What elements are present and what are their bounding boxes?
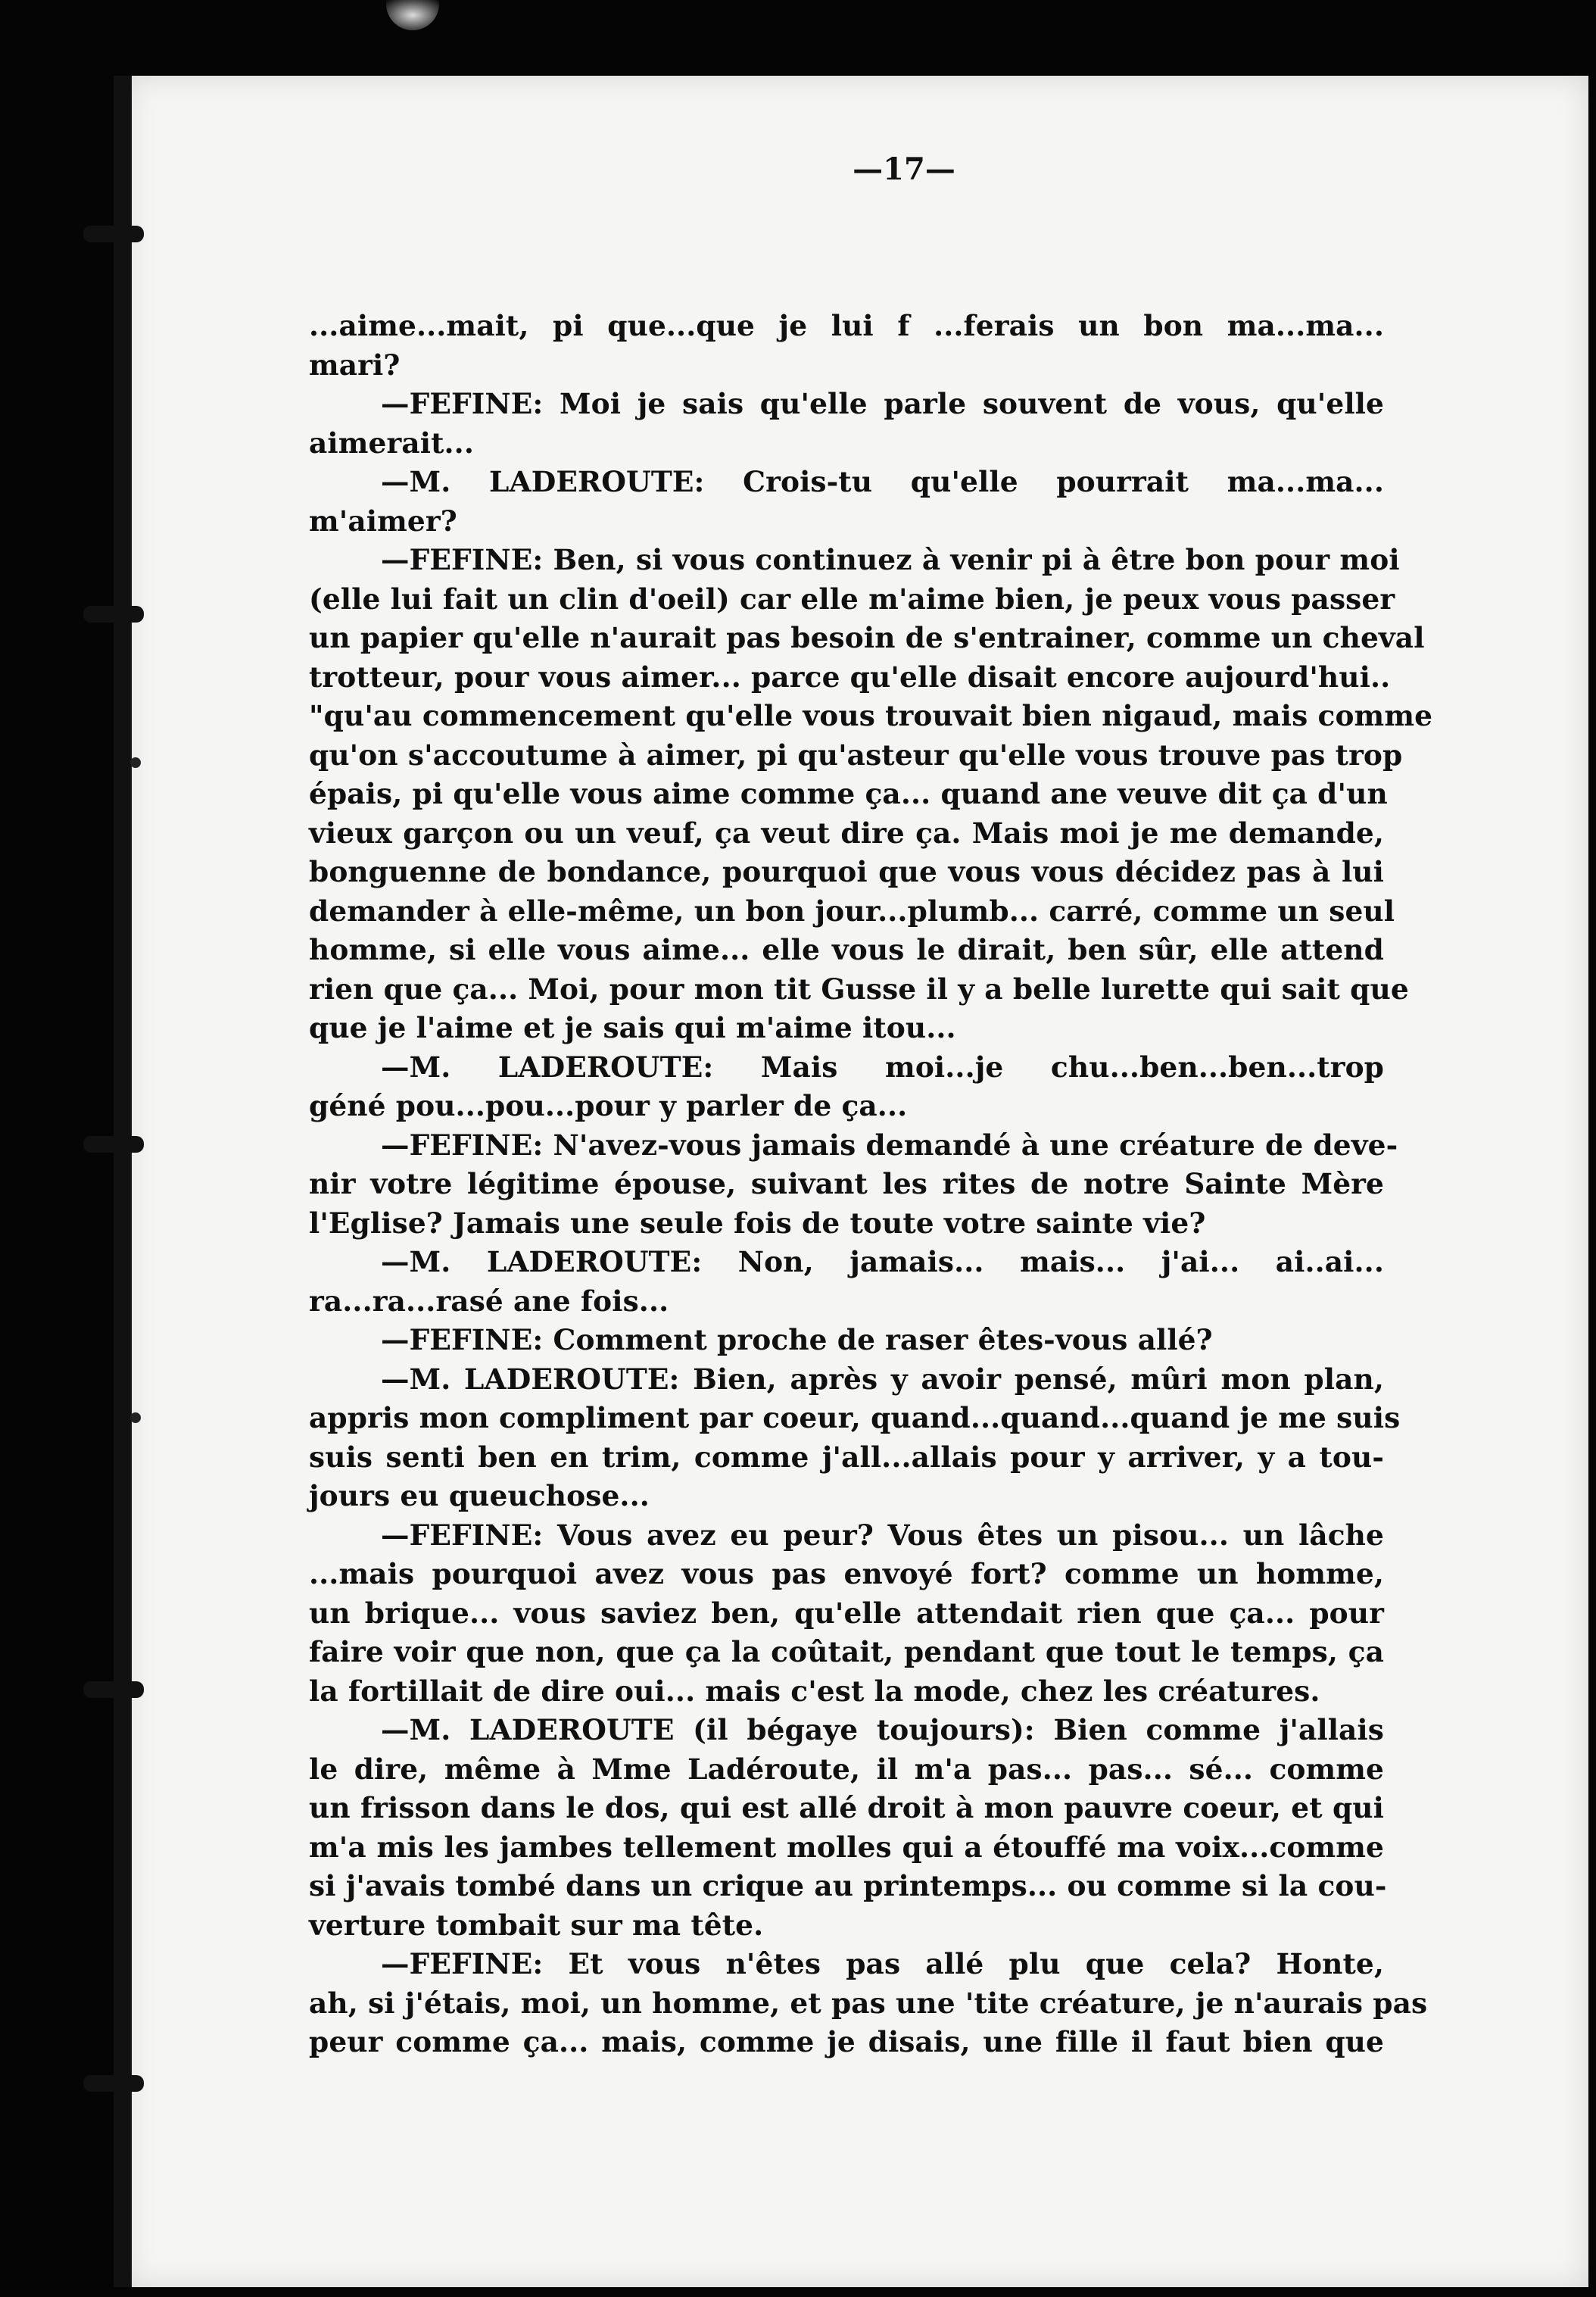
text-line: —FEFINE: Ben, si vous continuez à venir pi à être bon pour moi — [381, 543, 1400, 576]
binding-stitch — [83, 1136, 144, 1153]
text-line: que je l'aime et je sais qui m'aime itou... — [309, 1011, 956, 1044]
text-line: l'Eglise? Jamais une seule fois de toute votre sainte vie? — [309, 1206, 1206, 1240]
text-line: m'a mis les jambes tellement molles qui a étouffé ma voix...comme — [309, 1830, 1384, 1864]
text-line: —FEFINE: Et vous n'êtes pas allé plu que cela? Honte, — [381, 1947, 1384, 1980]
text-line: homme, si elle vous aime... elle vous le dirait, ben sûr, elle attend — [309, 933, 1384, 966]
text-line: épais, pi qu'elle vous aime comme ça... quand ane veuve dit ça d'un — [309, 777, 1388, 810]
text-line: —M. LADEROUTE: Crois-tu qu'elle pourrait ma...ma... — [381, 465, 1384, 498]
text-line: —M. LADEROUTE (il bégaye toujours): Bien comme j'allais — [381, 1713, 1384, 1746]
binding-stitch — [83, 2075, 144, 2092]
text-line: si j'avais tombé dans un crique au printemps... ou comme si la cou- — [309, 1869, 1387, 1902]
scan-speck — [130, 1412, 141, 1423]
body-text — [309, 307, 1433, 2062]
scan-speck — [130, 757, 141, 768]
text-line: ...mais pourquoi avez vous pas envoyé fort? comme un homme, — [309, 1557, 1384, 1590]
text-line: verture tombait sur ma tête. — [309, 1908, 764, 1942]
binding-stitch — [83, 226, 144, 242]
text-line: —FEFINE: Moi je sais qu'elle parle souvent de vous, qu'elle — [381, 387, 1384, 420]
text-line: faire voir que non, que ça la coûtait, pendant que tout le temps, ça — [309, 1635, 1384, 1668]
text-line: (elle lui fait un clin d'oeil) car elle m'aime bien, je peux vous passer — [309, 582, 1395, 616]
text-line: bonguenne de bondance, pourquoi que vous vous décidez pas à lui — [309, 855, 1384, 888]
text-line: m'aimer? — [309, 504, 457, 538]
text-line: —FEFINE: N'avez-vous jamais demandé à une créature de deve- — [381, 1128, 1398, 1162]
text-line: ah, si j'étais, moi, un homme, et pas une 'tite créature, je n'aurais pas — [309, 1986, 1428, 2020]
text-line: —FEFINE: Comment proche de raser êtes-vous allé? — [381, 1323, 1213, 1356]
page-binding — [114, 76, 132, 2287]
text-line: jours eu queuchose... — [309, 1479, 650, 1512]
text-line: peur comme ça... mais, comme je disais, une fille il faut bien que — [309, 2025, 1384, 2058]
text-line: qu'on s'accoutume à aimer, pi qu'asteur qu'elle vous trouve pas trop — [309, 738, 1403, 772]
text-line: appris mon compliment par coeur, quand...quand...quand je me suis — [309, 1401, 1401, 1434]
text-line: un brique... vous saviez ben, qu'elle attendait rien que ça... pour — [309, 1596, 1384, 1630]
text-line: un frisson dans le dos, qui est allé droit à mon pauvre coeur, et qui — [309, 1791, 1384, 1824]
text-line: —FEFINE: Vous avez eu peur? Vous êtes un pisou... un lâche — [381, 1518, 1384, 1552]
text-line: le dire, même à Mme Ladéroute, il m'a pas... pas... sé... comme — [309, 1752, 1384, 1786]
text-line: ra...ra...rasé ane fois... — [309, 1284, 669, 1318]
text-line: mari? — [309, 348, 401, 382]
binding-stitch — [83, 606, 144, 623]
page-number: —17— — [853, 151, 955, 187]
text-line: nir votre légitime épouse, suivant les rites de notre Sainte Mère — [309, 1167, 1384, 1200]
text-line: aimerait... — [309, 426, 474, 460]
text-line: "qu'au commencement qu'elle vous trouvait bien nigaud, mais comme — [309, 699, 1433, 732]
text-line: géné pou...pou...pour y parler de ça... — [309, 1089, 908, 1122]
text-line: vieux garçon ou un veuf, ça veut dire ça. Mais moi je me demande, — [309, 816, 1384, 850]
binding-stitch — [83, 1681, 144, 1698]
text-line: —M. LADEROUTE: Mais moi...je chu...ben...ben...trop — [381, 1050, 1384, 1084]
text-line: suis senti ben en trim, comme j'all...allais pour y arriver, y a tou- — [309, 1440, 1384, 1474]
text-line: un papier qu'elle n'aurait pas besoin de s'entrainer, comme un cheval — [309, 621, 1425, 654]
text-line: demander à elle-même, un bon jour...plumb... carré, comme un seul — [309, 894, 1395, 928]
text-line: —M. LADEROUTE: Non, jamais... mais... j'ai... ai..ai... — [381, 1245, 1384, 1278]
scan-artifact — [386, 0, 439, 30]
text-line: rien que ça... Moi, pour mon tit Gusse il y a belle lurette qui sait que — [309, 972, 1409, 1006]
text-line: trotteur, pour vous aimer... parce qu'elle disait encore aujourd'hui.. — [309, 660, 1391, 694]
text-line: la fortillait de dire oui... mais c'est la mode, chez les créatures. — [309, 1674, 1320, 1708]
text-line: ...aime...mait, pi que...que je lui f ...ferais un bon ma...ma... — [309, 309, 1384, 342]
text-line: —M. LADEROUTE: Bien, après y avoir pensé, mûri mon plan, — [381, 1362, 1384, 1396]
